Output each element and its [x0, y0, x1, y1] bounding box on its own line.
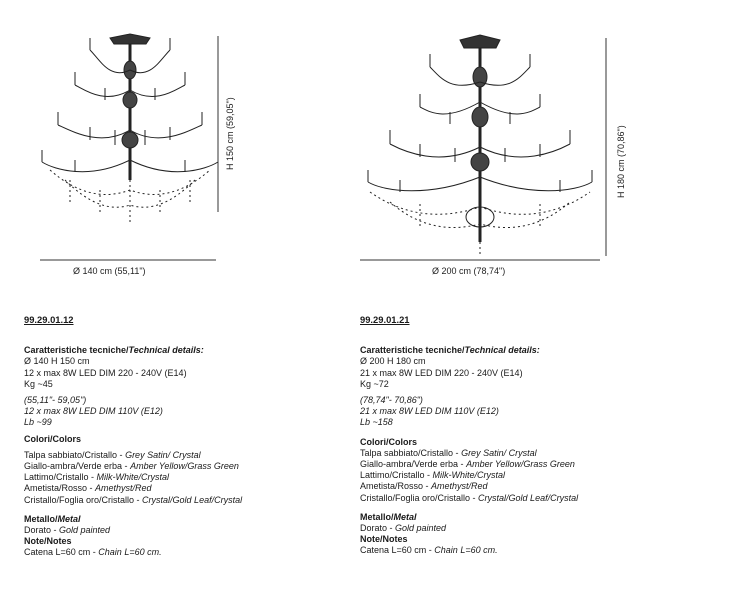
notes-heading: Note/Notes: [24, 536, 72, 547]
imperial-line: 12 x max 8W LED DIM 110V (E12): [24, 406, 163, 417]
colors-heading: Colori/Colors: [24, 433, 82, 444]
imperial-line: Lb ~99: [24, 417, 52, 428]
height-dimension-line-right: [603, 38, 609, 256]
metal-heading: Metallo/Metal: [360, 511, 417, 522]
imperial-line: Lb ~158: [360, 417, 393, 428]
product-code: 99.29.01.21: [360, 314, 410, 325]
height-dimension-left: H 150 cm (59,05"): [225, 97, 235, 170]
colors-heading: Colori/Colors: [360, 436, 418, 447]
notes-line: Catena L=60 cm - Chain L=60 cm.: [24, 547, 162, 558]
metal-heading: Metallo/Metal: [24, 513, 81, 524]
spec-column-left: [24, 314, 242, 559]
height-dimension-right: H 180 cm (70,86"): [616, 125, 626, 198]
diameter-dimension-left: Ø 140 cm (55,11"): [73, 266, 146, 276]
chandelier-drawing-right: [360, 32, 600, 262]
spec-column-right: [360, 314, 578, 557]
color-item: Giallo-ambra/Verde erba - Amber Yellow/Grass Green: [24, 461, 239, 472]
color-item: Talpa sabbiato/Cristallo - Grey Satin/ Crystal: [360, 447, 537, 458]
height-dimension-line-left: [215, 36, 221, 212]
tech-line: 21 x max 8W LED DIM 220 - 240V (E14): [360, 367, 523, 378]
chandelier-drawing-left: [30, 30, 230, 240]
technical-heading: Caratteristiche tecniche/Technical details:: [24, 345, 204, 356]
notes-heading: Note/Notes: [360, 534, 408, 545]
tech-line: Ø 200 H 180 cm: [360, 356, 426, 367]
metal-line: Dorato - Gold painted: [360, 523, 447, 534]
technical-heading: Caratteristiche tecniche/Technical details:: [360, 345, 540, 356]
diameter-dimension-line-right: [360, 258, 600, 262]
color-item: Talpa sabbiato/Cristallo - Grey Satin/ Crystal: [24, 449, 201, 460]
tech-line: Kg ~72: [360, 378, 389, 389]
color-item: Ametista/Rosso - Amethyst/Red: [360, 481, 488, 492]
imperial-line: (55,11"- 59,05"): [24, 395, 87, 406]
color-item: Cristallo/Foglia oro/Cristallo - Crystal/Gold Leaf/Crystal: [24, 494, 243, 505]
color-item: Giallo-ambra/Verde erba - Amber Yellow/Grass Green: [360, 459, 575, 470]
notes-line: Catena L=60 cm - Chain L=60 cm.: [360, 545, 498, 556]
diameter-dimension-right: Ø 200 cm (78,74"): [432, 266, 506, 276]
color-item: Cristallo/Foglia oro/Cristallo - Crystal/Gold Leaf/Crystal: [360, 492, 579, 503]
tech-line: Ø 140 H 150 cm: [24, 356, 90, 367]
diameter-dimension-line-left: [40, 258, 216, 262]
metal-line: Dorato - Gold painted: [24, 525, 111, 536]
imperial-line: 21 x max 8W LED DIM 110V (E12): [360, 406, 499, 417]
imperial-line: (78,74"- 70,86"): [360, 395, 423, 406]
color-item: Lattimo/Cristallo - Milk-White/Crystal: [24, 472, 170, 483]
color-item: Ametista/Rosso - Amethyst/Red: [24, 483, 152, 494]
color-item: Lattimo/Cristallo - Milk-White/Crystal: [360, 470, 506, 481]
product-code: 99.29.01.12: [24, 314, 74, 325]
tech-line: Kg ~45: [24, 378, 53, 389]
tech-line: 12 x max 8W LED DIM 220 - 240V (E14): [24, 367, 187, 378]
